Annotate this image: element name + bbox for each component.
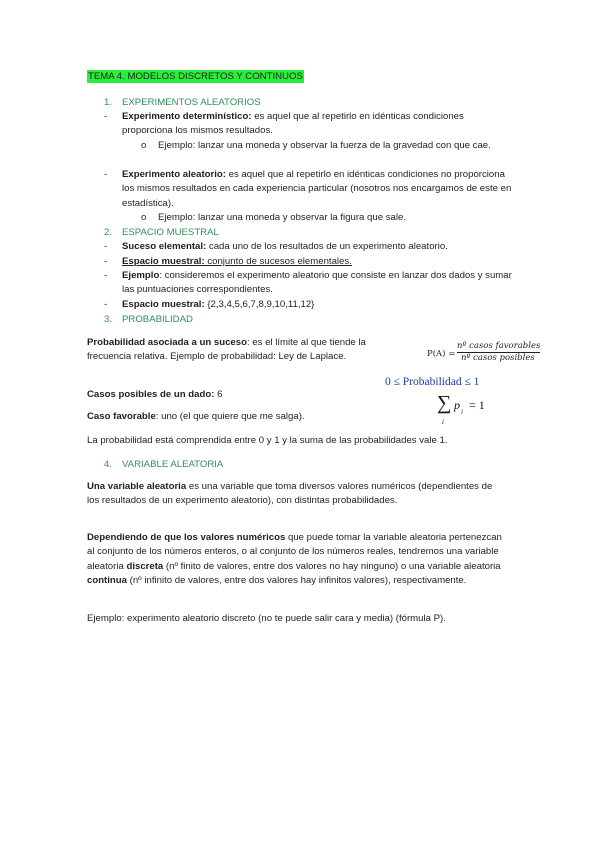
sigma-index: i [442,418,444,426]
term-espacio-muestral: Espacio muestral: [122,299,205,310]
formula-lhs: P(A) = [427,349,456,359]
term-experimento-determinista: Experimento determinístico: [122,111,252,122]
section-number: 3. [104,314,113,325]
section-heading-espacio-muestral [104,226,219,240]
formula-denominator: nº casos posibles [461,353,535,363]
definition-text: cada uno de los resultados de un experimento aleatorio. [206,241,448,252]
paragraph-variable-aleatoria [87,480,497,509]
paragraph-ejemplo-discreto: Ejemplo: experimento aleatorio discreto (no te puede salir cara y media) (fórmula P). [87,613,446,624]
bullet-dash: - [104,256,108,267]
list-item-suceso-elemental [104,240,514,254]
section-heading-variable-aleatoria [104,458,223,472]
definition-text: conjunto de sucesos elementales. [204,256,352,267]
bullet-dash: - [104,299,108,310]
definition-text: que puede tomar la variable aleatoria pertenezcan al conjunto de los números enteros, o al conjunto de los números reales, tendremos una variable aleatoria [87,532,502,572]
formula-fraction [457,341,540,363]
definition-text: es aquel que al repetirlo en idénticas condiciones proporciona los mismos resultados. [122,111,464,137]
list-item-determinista [104,110,514,139]
definition-text: es una variable que toma diversos valores numéricos (dependientes de los resultados de un experimento aleatorio), con distintas probabilidades. [87,481,493,507]
paragraph-probabilidad-suceso [87,336,369,365]
term-variable-aleatoria: Una variable aleatoria [87,481,187,492]
list-item-aleatorio [104,168,514,211]
definition-text: es aquel que al repetirlo en idénticas condiciones no proporciona los mismos resultados en cada experiencia particular (nosotros nos encargamos de este en estadística). [122,169,512,209]
bullet-dash: - [104,111,108,122]
document-title: TEMA 4. MODELOS DISCRETOS Y CONTINUOS [88,71,303,82]
term-suceso-elemental: Suceso elemental: [122,241,207,252]
term-probabilidad-suceso: Probabilidad asociada a un suceso [87,337,247,348]
bullet-dash: - [104,241,108,252]
paragraph-casos-posibles [87,388,369,402]
value-text: 6 [214,389,223,400]
bullet-circle: o [141,140,147,151]
term-dependiendo: Dependiendo de que los valores numéricos [87,532,286,543]
section-number: 1. [104,97,113,108]
section-label: VARIABLE ALEATORIA [122,459,224,470]
bullet-dash: - [104,270,108,281]
term-discreta: discreta [126,560,164,572]
probability-range-formula: 0 ≤ Probabilidad ≤ 1 [385,376,480,388]
term-casos-posibles: Casos posibles de un dado: [87,389,215,400]
formula-image [381,337,541,425]
paragraph-rango-probabilidad: La probabilidad está comprendida entre 0 y 1 y la suma de las probabilidades vale 1. [87,435,448,446]
section-number: 4. [104,459,113,470]
example-text: Ejemplo: lanzar una moneda y observar la fuerza de la gravedad con que cae. [158,140,491,151]
section-heading-probabilidad [104,313,193,327]
section-label: EXPERIMENTOS ALEATORIOS [122,97,261,108]
formula-numerator: nº casos favorables [457,341,541,351]
definition-text: (nº infinito de valores, entre dos valores hay infinitos valores), respectivamente. [126,575,467,587]
paragraph-caso-favorable [87,410,369,424]
list-item-ejemplo-dados [104,269,514,298]
section-label: ESPACIO MUESTRAL [122,227,219,238]
list-item-espacio-muestral-dados [104,298,514,312]
definition-text: : consideremos el experimento aleatorio que consiste en lanzar dos dados y sumar las puntuaciones correspondientes. [122,270,512,296]
formula-p: p [454,398,460,412]
term-continua: continua [87,575,127,587]
sub-item-ejemplo-determinista [141,139,511,153]
bullet-dash: - [104,169,108,180]
sub-item-ejemplo-aleatorio [141,211,511,225]
definition-text: (nº finito de valores, entre dos valores no hay ninguno) o una variable aleatoria [163,560,501,572]
definition-text: {2,3,4,5,6,7,8,9,10,11,12} [204,299,315,310]
definition-text: : uno (el que quiere que me salga). [155,411,305,422]
list-item-espacio-muestral [104,255,514,269]
formula-p-subscript: i [461,408,463,416]
term-experimento-aleatorio: Experimento aleatorio: [122,169,226,180]
term-espacio-muestral: Espacio muestral: [122,256,205,267]
term-caso-favorable: Caso favorable [87,411,156,422]
definition-text: : es el límite al que tiende la frecuencia relativa. Ejemplo de probabilidad: Ley de Laplace. [87,337,366,363]
section-number: 2. [104,227,113,238]
bullet-circle: o [141,212,147,223]
example-text: Ejemplo: lanzar una moneda y observar la figura que sale. [158,212,406,223]
term-ejemplo: Ejemplo [122,270,160,281]
sigma-symbol: ∑ [437,392,452,414]
paragraph-discreta-continua [87,531,507,589]
formula-equals-one: = 1 [469,398,485,412]
section-heading-experimentos [104,96,261,110]
section-label: PROBABILIDAD [122,314,193,325]
